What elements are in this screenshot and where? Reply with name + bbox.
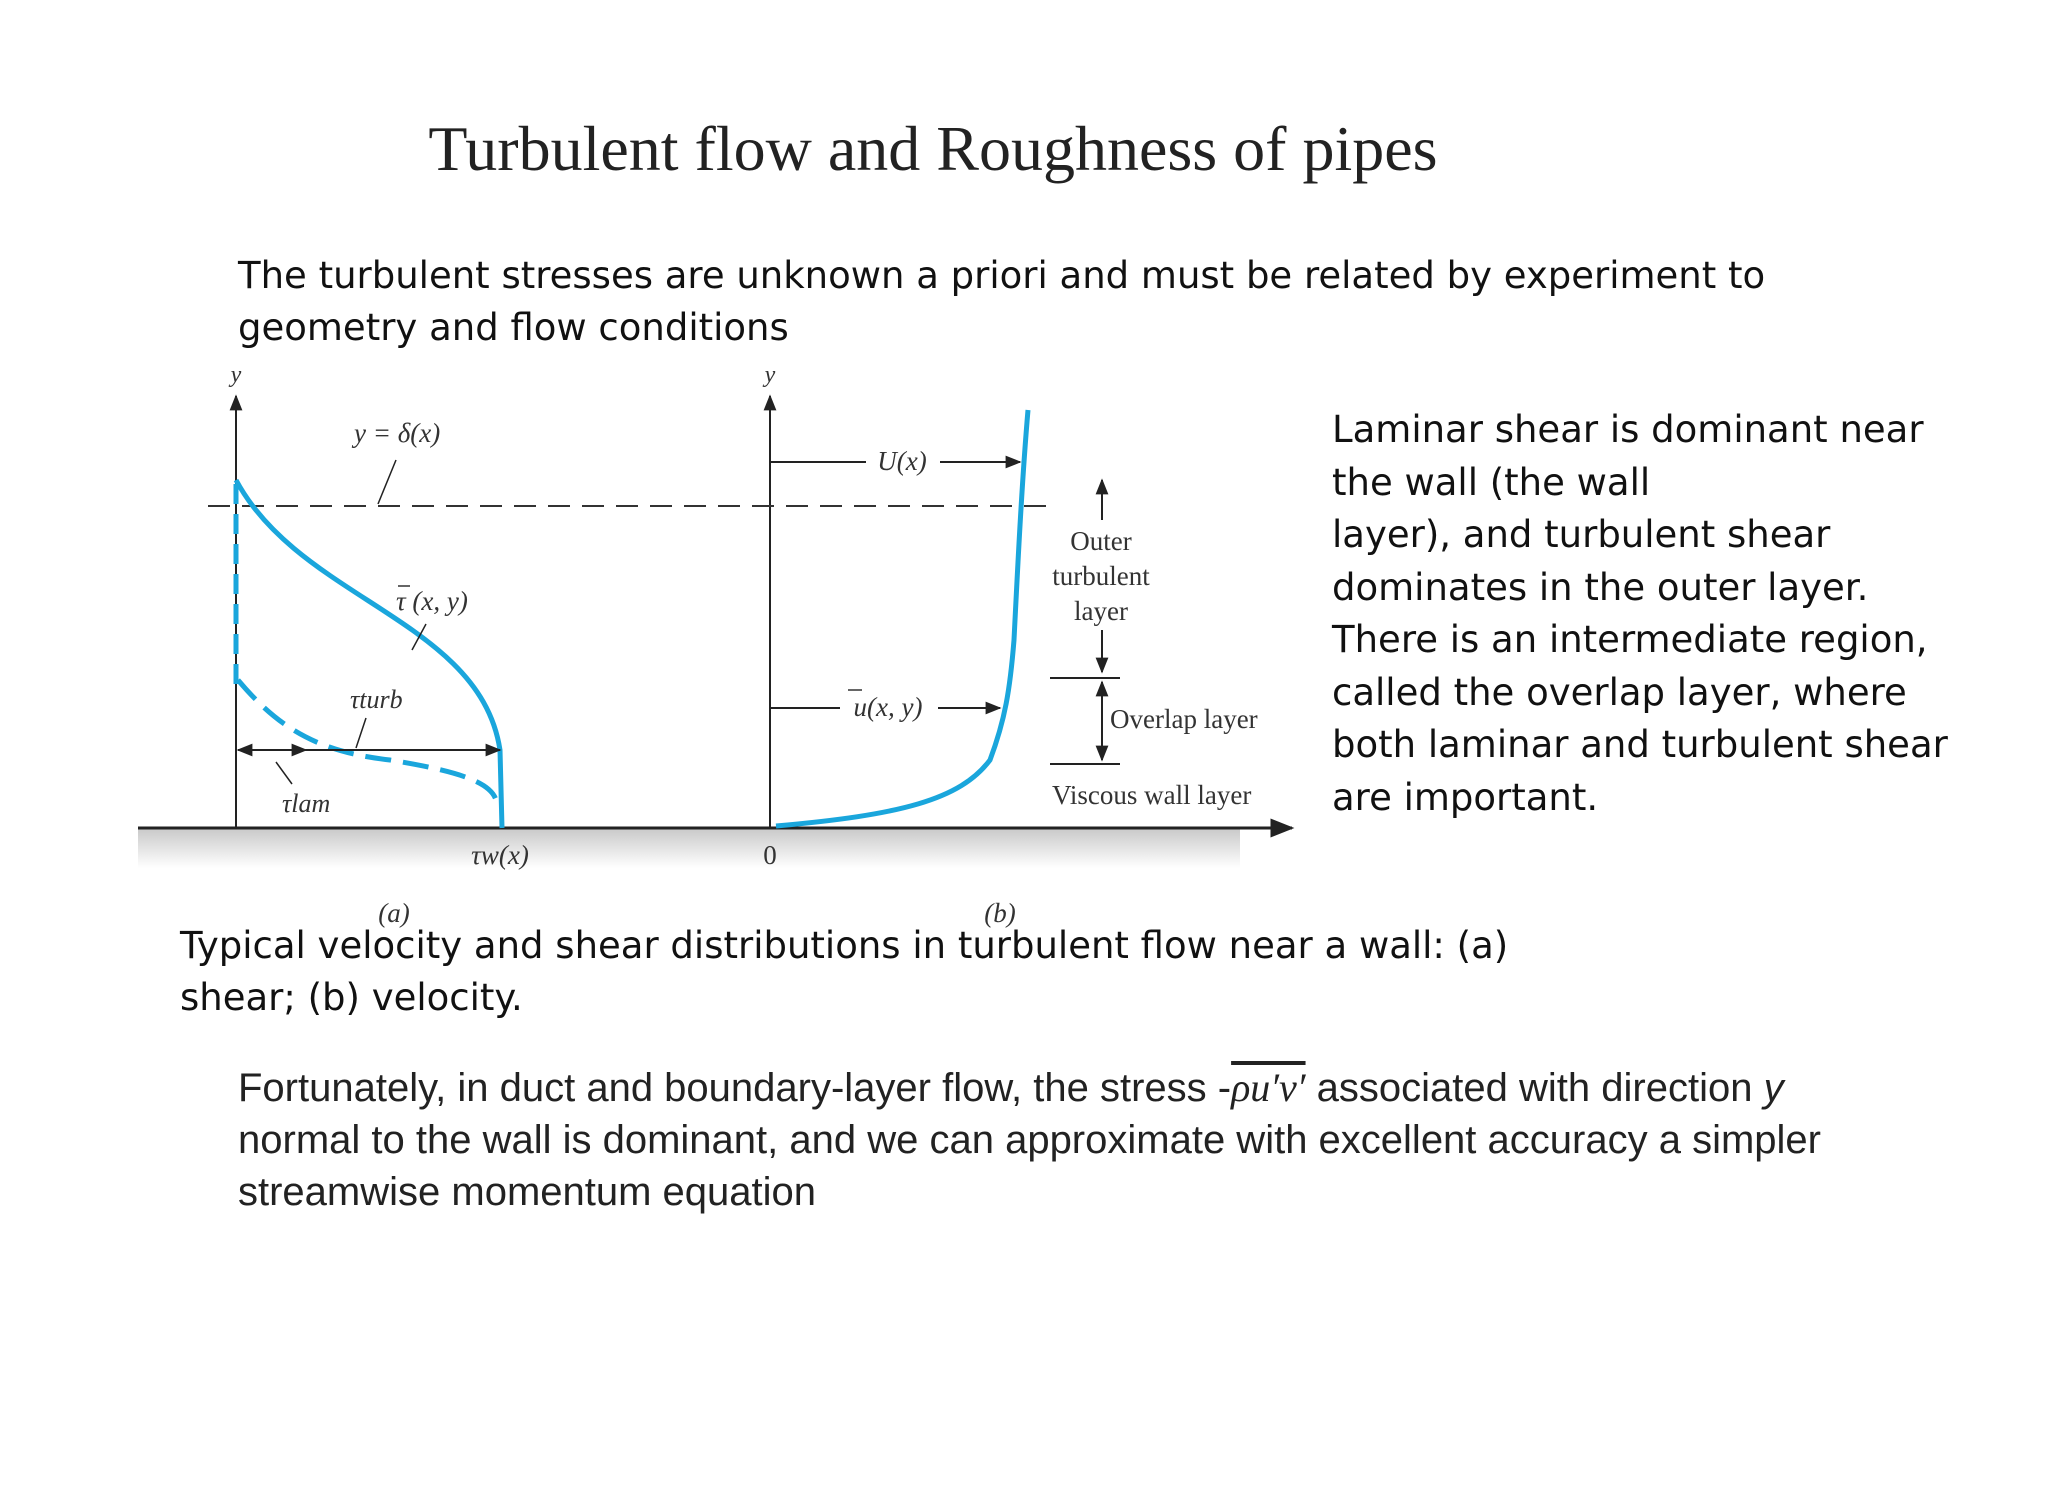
tau-turb-label: τturb (350, 685, 403, 714)
panel-b-label: (b) (984, 898, 1016, 928)
slide-title: Turbulent flow and Roughness of pipes (428, 113, 1438, 184)
side-line: called the overlap layer, where (1332, 670, 1907, 714)
axis-y-a-label: y (230, 362, 242, 388)
side-line: There is an intermediate region, (1332, 618, 1928, 661)
overlap-label: Overlap layer (1110, 704, 1258, 734)
delta-label: y = δ(x) (354, 418, 441, 448)
viscous-label: Viscous wall layer (1052, 780, 1252, 810)
tau-turb-leader (356, 718, 366, 748)
outer-label-1: Outer (1070, 526, 1132, 556)
para-after: associated with direction (1305, 1066, 1764, 1110)
tau-lam-label: τlam (282, 789, 331, 818)
outer-label-3: layer (1074, 596, 1128, 626)
tau-lam-leader (276, 762, 292, 784)
figure-caption: Typical velocity and shear distributions in turbulent flow near a wall: (a) shear; (b) velocity. (180, 924, 1509, 1019)
side-line: the wall (the wall (1332, 460, 1651, 504)
axis-y-b-label: y (764, 362, 776, 388)
U-label: U(x) (877, 446, 927, 476)
side-line: dominates in the outer layer. (1332, 565, 1869, 609)
outer-label-2: turbulent (1052, 561, 1150, 591)
side-line: are important. (1332, 775, 1599, 819)
para-var-y: y (1763, 1066, 1784, 1110)
para-rest: normal to the wall is dominant, and we can approximate with excellent accuracy a simpler streamwise momentum equation (238, 1118, 1821, 1214)
u-bar-label: u(x, y) (853, 692, 923, 722)
intro-text: The turbulent stresses are unknown a priori and must be related by experiment to geometry and flow conditions (238, 254, 1766, 349)
panel-a-label: (a) (378, 898, 410, 928)
side-line: both laminar and turbulent shear (1332, 723, 1948, 766)
para-before: Fortunately, in duct and boundary-layer flow, the stress - (238, 1066, 1232, 1110)
zero-label: 0 (763, 840, 777, 870)
wall-shading (138, 828, 1240, 868)
side-line: layer), and turbulent shear (1332, 513, 1831, 556)
side-text (1332, 404, 1952, 824)
side-line: Laminar shear is dominant near (1332, 408, 1924, 451)
reynolds-stress-symbol: ρu′v′ (1231, 1065, 1306, 1110)
tau-w-label: τw(x) (471, 840, 529, 870)
tau-bar-label: τ (x, y) (396, 586, 468, 616)
momentum-paragraph (238, 1062, 1858, 1218)
delta-leader (378, 460, 396, 504)
